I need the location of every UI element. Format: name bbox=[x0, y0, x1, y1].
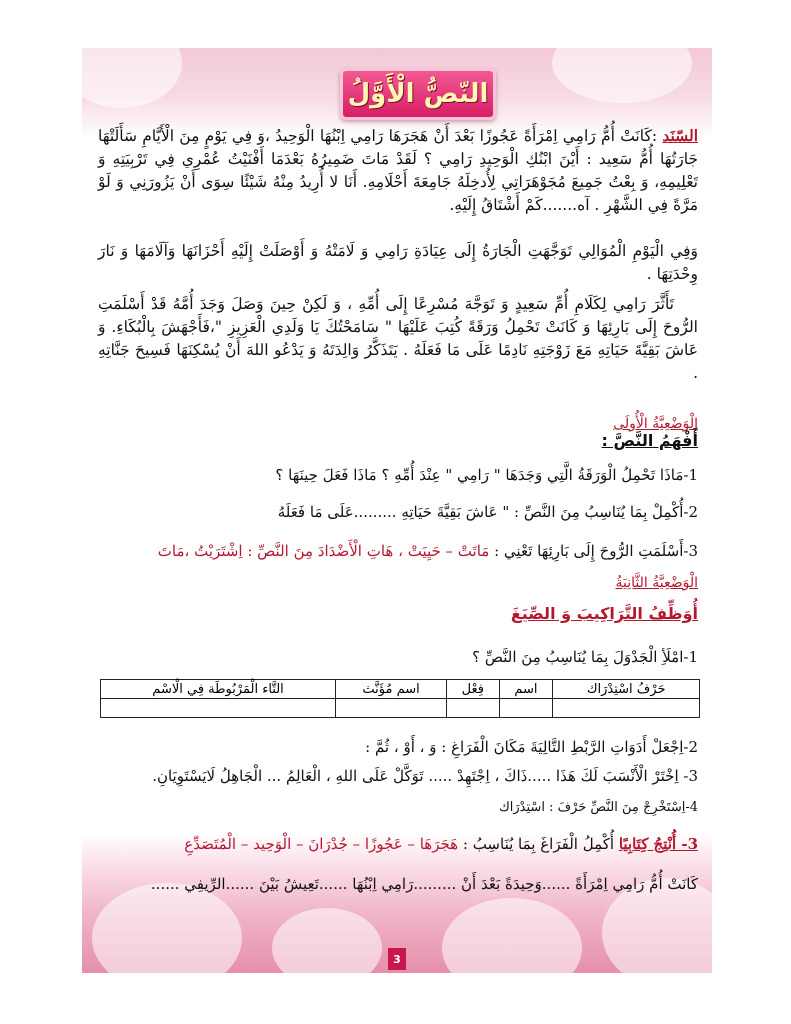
text-paragraph-2: وَفِي الْيَوْمِ الْمُوَالِي تَوَجَّهَتِ الْجَارَةُ إِلَى عِيَادَةِ رَامِي وَ لَامَتْهُ وَ أَوْصَلَتْ إِلَيْهِ أَحْزَانَهَا وَآلَامَهَا وَ نَارَ وِحْدَتِهَا . bbox=[98, 242, 698, 283]
section-3-heading: 3- أُنْتِجُ كِتَابِيًا bbox=[618, 835, 698, 853]
table-header-cell: فِعْل bbox=[447, 680, 499, 699]
question-1-3-text: 3-أَسْلَمَتِ الرُّوحَ إِلَى بَارِئِهَا تَعْنِي : bbox=[494, 542, 698, 560]
question-2-4: 4-اِسْتَخْرِجْ مِنَ النَّصِّ حَرْفَ : اسْتِدْرَاك bbox=[499, 800, 698, 815]
table-cell[interactable] bbox=[553, 699, 700, 718]
section-3 bbox=[184, 835, 698, 853]
section-3-words: هَجَرَهَا – عَجُوزًا – جُدْرَانَ – الْوَحِيد – الْمُتَصَدِّعِ bbox=[184, 835, 459, 853]
fill-table bbox=[100, 679, 700, 718]
page-title: النّصُّ الْأَوَّلُ bbox=[347, 79, 489, 109]
table-cell[interactable] bbox=[499, 699, 553, 718]
table-header-cell: حَرْفُ اسْتِدْرَاك bbox=[553, 680, 700, 699]
question-1-3-answer: مَاتَتْ – حَيِيَتْ ، هَاتِ الْأَضْدَادَ مِنَ النَّصِّ : اِشْتَرَيْتُ ،مَاتَ bbox=[157, 542, 490, 560]
table-cell[interactable] bbox=[101, 699, 336, 718]
table-row bbox=[101, 699, 700, 718]
title-banner bbox=[340, 68, 496, 120]
paragraph-1-text: :كَانَتْ أُمُّ رَامِي اِمْرَأَةً عَجُوزًا بَعْدَ أَنْ هَجَرَهَا رَامِي اِبْنُهَا الْوَحِيدُ ،وَ فِي يَوْمٍ مِنَ الْأَيَّامِ سَأَلَتْهَا جَارَتُهَا أُمُّ سَعِيد : أَيْنَ ابْنُكِ الْوَحِيدِ رَامِي ؟ لَقَدْ مَاتَ ضَمِيرُهُ بَعْدَمَا أَفْنَيْتُ عُمْرِي فِي تَرْبِيَتِهِ وَ تَعْلِيمِهِ، وَ بِعْتُ جَمِيعَ مُجَوْهَرَاتِي لِأُدخِلَهُ جَامِعَةَ أَحْلَامِهِ. أَنَا لا أُرِيدُ مِنْهُ شَيْئًا سِوَى أَنْ يَزُورَنِي وَ لَوْ مَرَّةً فِي الشَّهْرِ . آه.......كَمْ أَشْتَاقُ إِلَيْهِ. bbox=[98, 127, 698, 214]
table-header-cell: التَّاء الْمَرْبُوطَة فِي الْاسْم bbox=[101, 680, 336, 699]
question-2-1: 1-امْلَأِ الْجَدْوَلَ بِمَا يُنَاسِبُ مِنَ النَّصِّ ؟ bbox=[472, 648, 698, 666]
worksheet-page bbox=[82, 48, 712, 973]
question-2-3: 3- اِخْتَرْ الْأَنْسَبَ لَكَ هَذَا .....ذَاكَ ، اِجْتَهِدْ ..... تَوَكَّلْ عَلَى اللهِ ، الْعَالِمُ ... الْجَاهِلُ لَايَسْتَوِيَانِ. bbox=[152, 767, 698, 785]
section-1-heading: الْوَضْعِيَّةُ الْأُولَى bbox=[613, 416, 698, 432]
question-1-3 bbox=[158, 542, 698, 560]
table-cell[interactable] bbox=[336, 699, 447, 718]
table-header-row bbox=[101, 680, 700, 699]
question-1-2: 2-أُكْمِلْ بِمَا يُنَاسِبُ مِنَ النَّصِّ : " عَاشَ بَقِيَّةَ حَيَاتِهِ .........عَلَى مَا فَعَلَهُ bbox=[277, 503, 698, 521]
table-header-cell: اسم مُؤَنَّث bbox=[336, 680, 447, 699]
section-1-subheading: أَفْهَمُ النَّصَّ : bbox=[601, 431, 698, 450]
question-2-2: 2-اِجْعَلْ أَدَوَاتِ الرَّبْطِ التَّالِيَةَ مَكَانَ الْفَرَاغِ : وَ ، أَوْ ، ثُمَّ : bbox=[365, 738, 698, 756]
section-2-heading: الْوَضْعِيَّةُ الثَّانِيَةُ bbox=[615, 575, 698, 591]
sanad-label: السّنَد bbox=[662, 126, 698, 145]
section-3-instruction: أُكْمِلُ الْفَرَاغَ بِمَا يُنَاسِبُ : bbox=[462, 835, 615, 853]
section-3-sentence: كَانَتْ أُمُّ رَامِي اِمْرَأَةً ......وَحِيدَةً بَعْدَ أَنْ .........رَامِي اِبْنُهَا ......تَعِيشُ بَيْنَ ......الرِّيفِي ...... bbox=[150, 875, 698, 893]
text-paragraph-1 bbox=[98, 124, 698, 217]
page-number: 3 bbox=[388, 948, 406, 970]
text-paragraph-3: تَأَثَّرَ رَامِي لِكَلَامِ أُمِّ سَعِيدٍ وَ تَوَجَّهَ مُسْرِعًا إِلَى أُمِّهِ ، وَ لَكِنْ حِينَ وَصَلَ وَجَدَ أُمَّهُ قَدْ أَسْلَمَتِ الرُّوحَ إِلَى بَارِئِهَا وَ كَانَتْ تَحْمِلُ وَرَقَةً كُتِبَ عَلَيْهَا " سَامَحْتُكَ يَا وَلَدِي الْعَزِيزِ "،فَأَجْهَشَ بِالْبُكَاءِ. وَ عَاشَ بَقِيَّةَ حَيَاتِهِ مَعَ زَوْجَتِهِ نَادِمًا عَلَى مَا فَعَلَهُ . يَتَذَكَّرُ وَالِدَتَهُ وَ يَدْعُو اللهَ أَنْ يُسْكِنَهَا فَسِيحَ جَنَّاتِهِ . bbox=[98, 295, 698, 382]
table-header-cell: اسم bbox=[499, 680, 553, 699]
question-1-1: 1-مَاذَا تَحْمِلُ الْوَرَقَةُ الَّتِي وَجَدَهَا " رَامِي " عِنْدَ أُمِّهِ ؟ مَاذَا فَعَلَ حِينَهَا ؟ bbox=[275, 466, 698, 484]
section-2-subheading: أُوَظِّفُ التَّرَاكِيبَ وَ الصِّيَغَ bbox=[510, 604, 698, 623]
table-cell[interactable] bbox=[447, 699, 499, 718]
